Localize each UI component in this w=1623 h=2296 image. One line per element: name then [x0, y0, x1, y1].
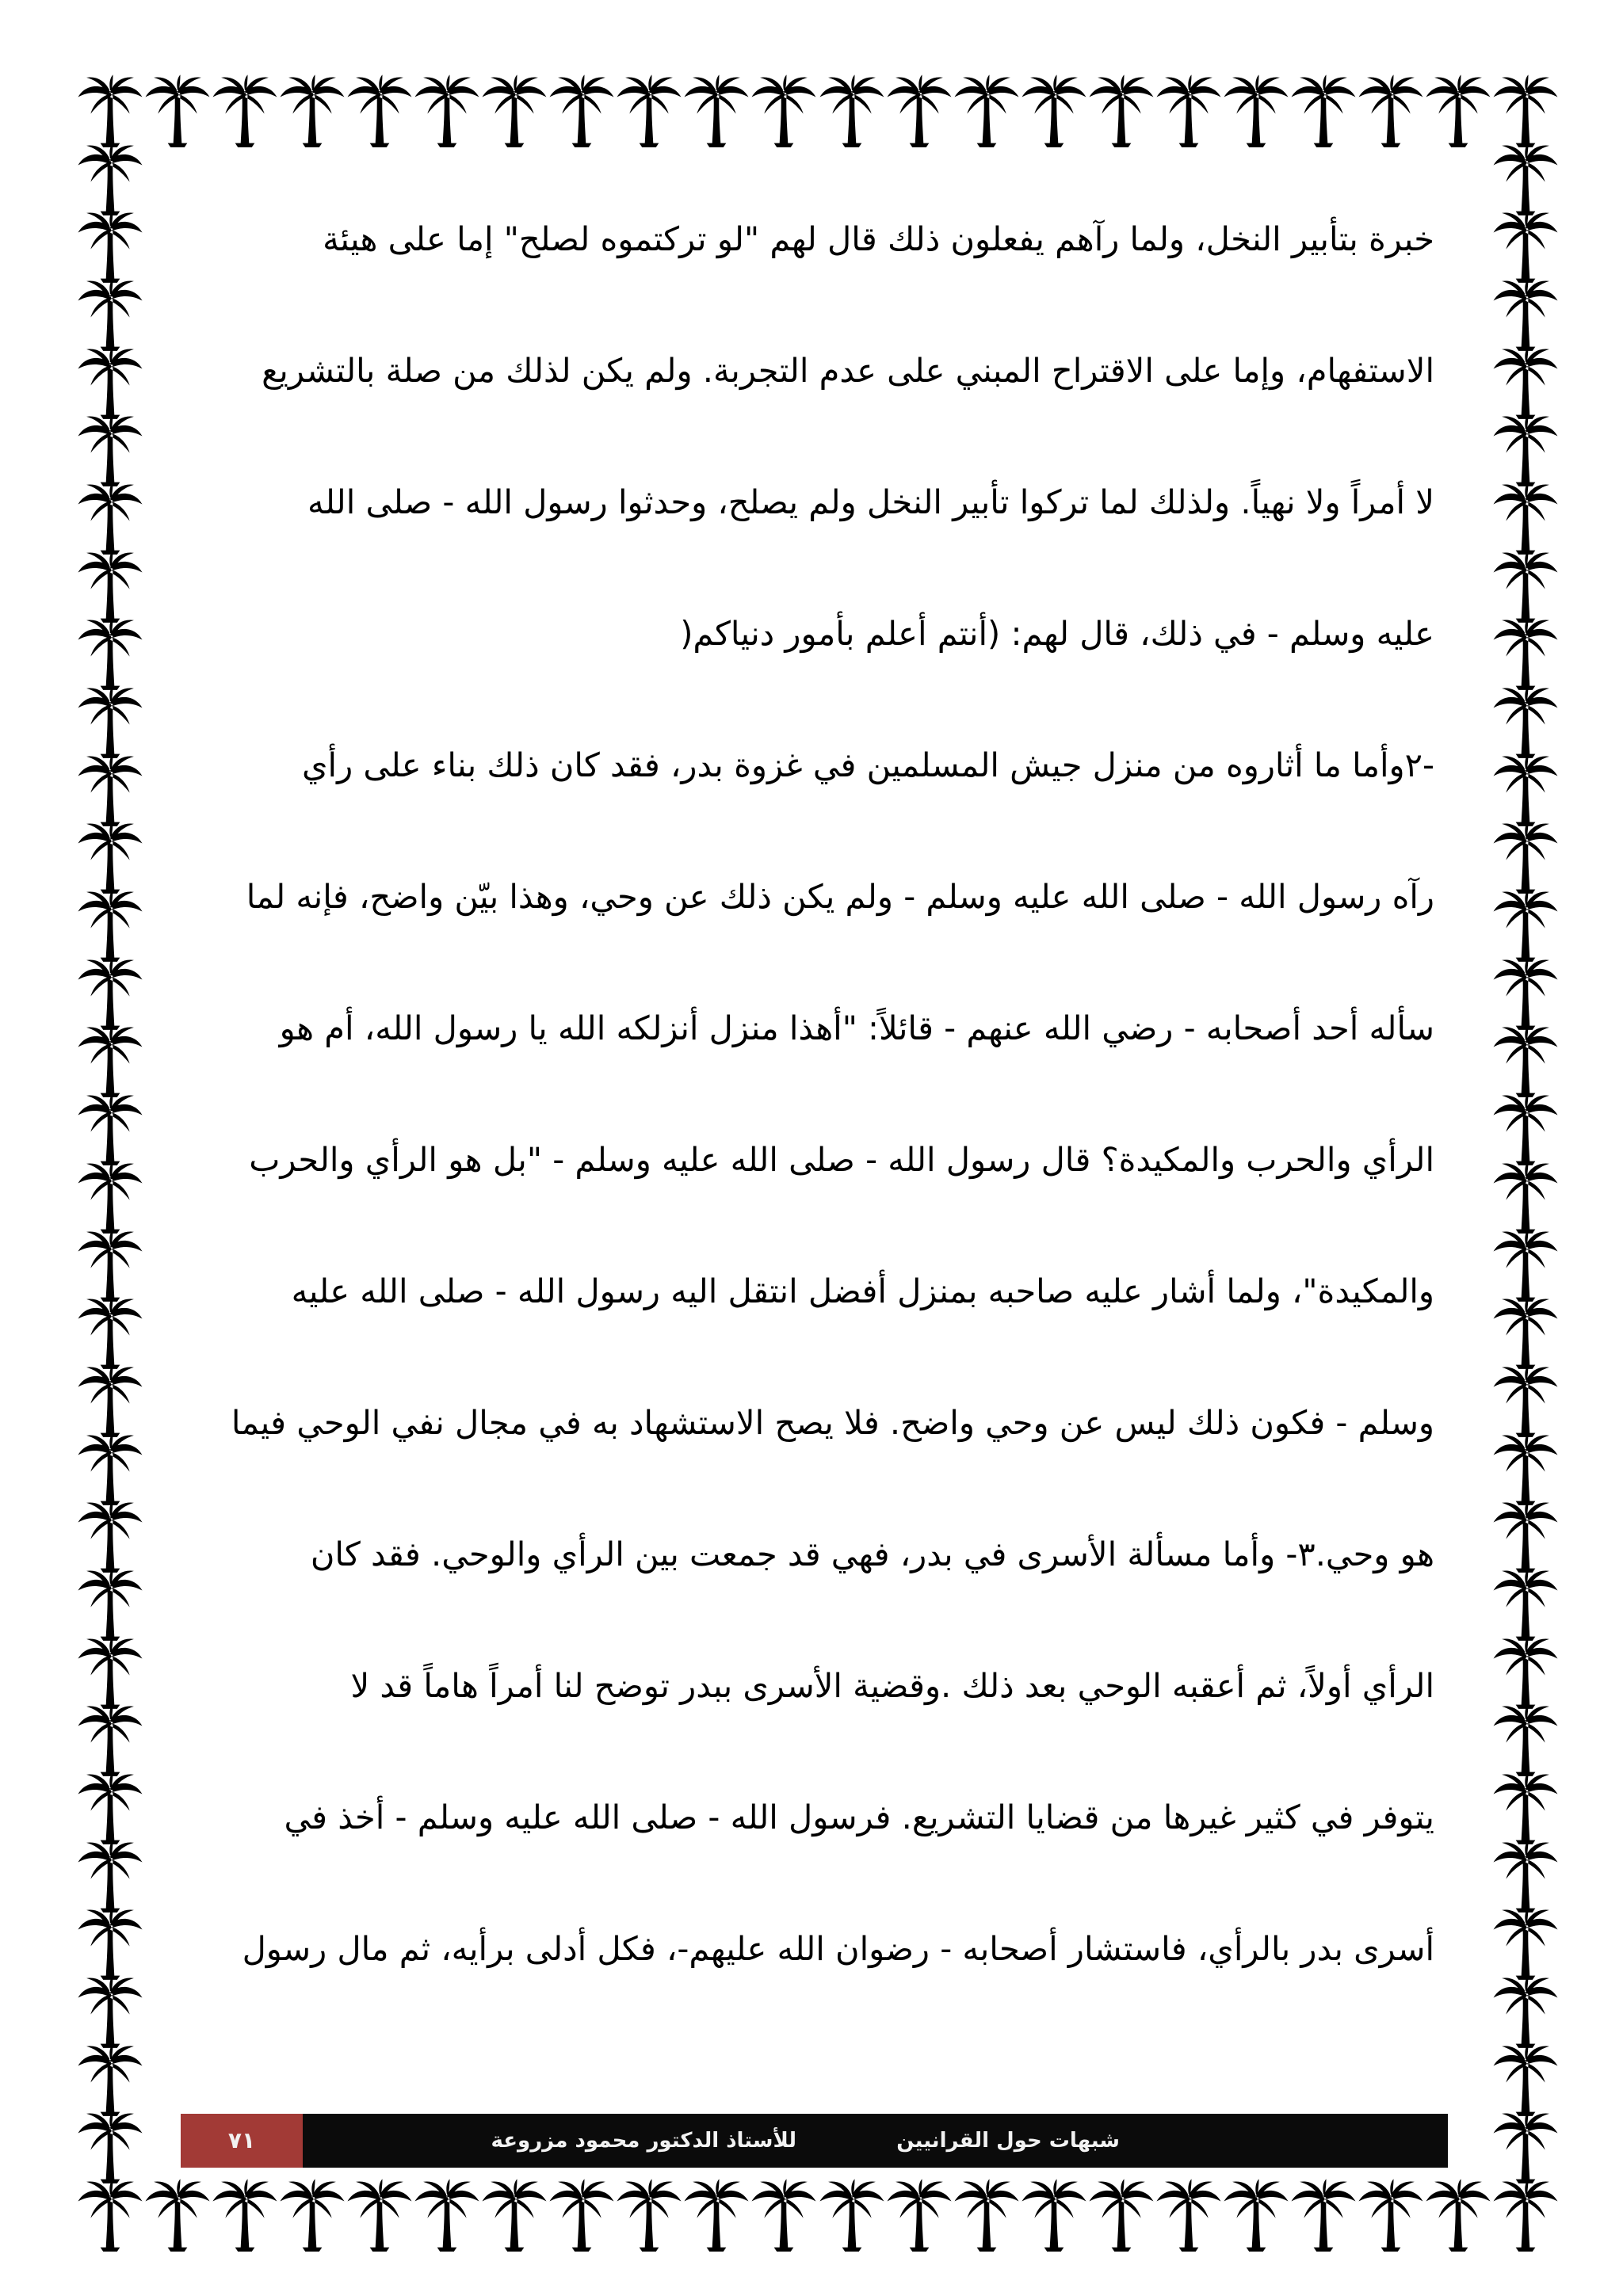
palm-tree-icon — [1019, 72, 1089, 151]
palm-tree-icon — [614, 2176, 684, 2256]
page-number-box — [181, 2114, 303, 2168]
body-text-line: خبرة بتأبير النخل، ولما رآهم يفعلون ذلك قال لهم "لو تركتموه لصلح" إما على هيئة — [323, 219, 1434, 258]
body-text-line: الرأي والحرب والمكيدة؟ قال رسول الله - صلى الله عليه وسلم - "بل هو الرأي والحرب — [249, 1140, 1434, 1179]
palm-tree-icon — [1356, 2176, 1426, 2256]
palm-tree-icon — [75, 2176, 145, 2256]
body-text-line: والمكيدة"، ولما أشار عليه صاحبه بمنزل أفضل انتقل اليه رسول الله - صلى الله عليه — [291, 1272, 1434, 1310]
page-number: ٧١ — [227, 2127, 256, 2153]
palm-tree-icon — [1154, 72, 1224, 151]
palm-tree-icon — [1289, 2176, 1358, 2256]
footer-bar — [181, 2114, 1448, 2168]
body-text-line: عليه وسلم - في ذلك، قال لهم: (أنتم أعلم بأمور دنياكم( — [680, 614, 1434, 653]
palm-tree-icon — [75, 2108, 145, 2187]
palm-tree-icon — [1154, 2176, 1224, 2256]
body-text-line: سأله أحد أصحابه - رضي الله عنهم - قائلاً: "أهذا منزل أنزلكه الله يا رسول الله، أم هو — [279, 1009, 1434, 1047]
palm-tree-icon — [1423, 72, 1493, 151]
palm-tree-icon — [143, 2176, 212, 2256]
palm-tree-icon — [479, 72, 549, 151]
palm-tree-icon — [817, 2176, 887, 2256]
palm-tree-icon — [547, 72, 617, 151]
body-text-line: الرأي أولاً، ثم أعقبه الوحي بعد ذلك .وقضية الأسرى ببدر توضح لنا أمراً هاماً قد لا — [350, 1666, 1434, 1705]
body-text-line: هو وحي.٣- وأما مسألة الأسرى في بدر، فهي قد جمعت بين الرأي والوحي. فقد كان — [310, 1535, 1434, 1573]
palm-tree-icon — [952, 2176, 1022, 2256]
palm-tree-icon — [1491, 2108, 1560, 2187]
body-text-line: يتوفر في كثير غيرها من قضايا التشريع. فرسول الله - صلى الله عليه وسلم - أخذ في — [284, 1798, 1434, 1836]
palm-tree-icon — [479, 2176, 549, 2256]
palm-tree-icon — [277, 72, 347, 151]
palm-tree-icon — [345, 72, 414, 151]
palm-tree-icon — [884, 72, 954, 151]
body-text-line: أسرى بدر بالرأي، فاستشار أصحابه - رضوان الله عليهم-، فكل أدلى برأيه، ثم مال رسول — [242, 1929, 1434, 1968]
palm-tree-icon — [210, 72, 280, 151]
palm-tree-icon — [884, 2176, 954, 2256]
palm-tree-icon — [614, 72, 684, 151]
palm-tree-icon — [952, 72, 1022, 151]
footer-book-title: شبهات حول القرانيين — [896, 2129, 1120, 2153]
palm-tree-icon — [277, 2176, 347, 2256]
palm-tree-icon — [1221, 2176, 1291, 2256]
palm-tree-icon — [1491, 2176, 1560, 2256]
palm-tree-icon — [143, 72, 212, 151]
palm-tree-icon — [817, 72, 887, 151]
palm-tree-icon — [682, 2176, 751, 2256]
palm-tree-icon — [1289, 72, 1358, 151]
palm-tree-icon — [1221, 72, 1291, 151]
palm-tree-icon — [1423, 2176, 1493, 2256]
palm-tree-icon — [345, 2176, 414, 2256]
palm-tree-icon — [749, 72, 819, 151]
footer-author: للأستاذ الدكتور محمود مزروعة — [491, 2129, 796, 2153]
body-text-line: لا أمراً ولا نهياً. ولذلك لما تركوا تأبير النخل ولم يصلح، وحدثوا رسول الله - صلى الله — [307, 482, 1434, 521]
palm-tree-icon — [1019, 2176, 1089, 2256]
body-text — [212, 174, 1434, 2015]
palm-tree-icon — [210, 2176, 280, 2256]
body-text-line: الاستفهام، وإما على الاقتراح المبني على عدم التجربة. ولم يكن لذلك من صلة بالتشريع — [262, 351, 1434, 390]
palm-tree-icon — [1356, 72, 1426, 151]
palm-tree-icon — [682, 72, 751, 151]
palm-tree-icon — [412, 2176, 482, 2256]
palm-tree-icon — [1086, 2176, 1156, 2256]
body-text-line: رآه رسول الله - صلى الله عليه وسلم - ولم يكن ذلك عن وحي، وهذا بيّن واضح، فإنه لما — [246, 877, 1434, 916]
palm-tree-icon — [749, 2176, 819, 2256]
palm-tree-icon — [1086, 72, 1156, 151]
palm-tree-icon — [547, 2176, 617, 2256]
palm-tree-icon — [412, 72, 482, 151]
body-text-line: وسلم - فكون ذلك ليس عن وحي واضح. فلا يصح الاستشهاد به في مجال نفي الوحي فيما — [231, 1403, 1434, 1442]
body-text-line: -٢وأما ما أثاروه من منزل جيش المسلمين في غزوة بدر، فقد كان ذلك بناء على رأي — [301, 746, 1434, 784]
